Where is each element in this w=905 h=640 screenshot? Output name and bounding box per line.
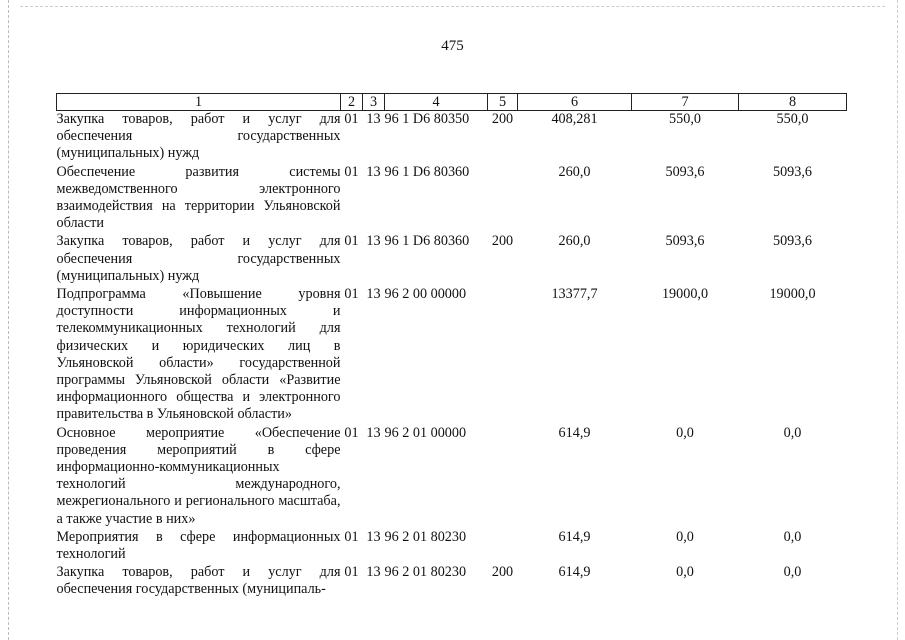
table-row (57, 286, 847, 425)
row-value-8: 19000,0 (769, 286, 816, 303)
row-rz: 01 (344, 111, 359, 127)
row-value-6: 614,9 (558, 424, 591, 441)
row-value-7: 0,0 (676, 424, 694, 441)
scan-edge-left (8, 0, 10, 640)
row-pr: 13 (366, 111, 381, 127)
row-value-7: 19000,0 (661, 286, 709, 303)
scan-edge-right (897, 0, 899, 640)
row-vr (488, 164, 518, 234)
header-col-5: 5 (488, 94, 518, 111)
row-csr: 96 2 01 80230 (384, 528, 467, 545)
row-pr: 13 (366, 163, 381, 180)
header-col-4: 4 (385, 94, 488, 111)
row-csr: 96 1 D6 80350 (384, 111, 470, 127)
row-value-8: 0,0 (783, 424, 802, 441)
budget-table (56, 93, 847, 600)
row-name: Закупка товаров, работ и услуг для обеспечения государственных (муниципаль- (56, 564, 341, 598)
row-vr (488, 425, 518, 529)
row-rz: 01 (344, 528, 359, 545)
row-vr (488, 529, 518, 564)
row-value-6: 408,281 (551, 111, 598, 127)
table-row (57, 564, 847, 599)
table-row (57, 233, 847, 286)
table-row (57, 164, 847, 234)
row-pr: 13 (366, 233, 381, 250)
row-value-8: 5093,6 (772, 233, 812, 250)
header-row (57, 94, 847, 111)
row-name: Подпрограмма «Повышение уровня доступности информационных и телекоммуникационных технологий для физических и юридических лиц в Ульяновской области» государственной программы Ульяновской области «Развитие информационного общества и электронного правительства в Ульяновской области» (56, 286, 341, 423)
table-row (57, 111, 847, 164)
row-value-8: 5093,6 (772, 163, 812, 180)
row-value-8: 0,0 (783, 528, 802, 545)
row-value-7: 0,0 (676, 564, 694, 581)
row-vr (488, 286, 518, 425)
row-vr: 200 (491, 233, 514, 250)
table-row (57, 425, 847, 529)
row-pr: 13 (366, 564, 381, 581)
row-value-7: 5093,6 (665, 233, 705, 250)
row-pr: 13 (366, 424, 381, 441)
header-col-3: 3 (363, 94, 385, 111)
row-vr: 200 (491, 564, 514, 581)
table-row (57, 529, 847, 564)
row-value-6: 614,9 (558, 564, 591, 581)
row-name: Обеспечение развития системы межведомственного электронного взаимодействия на территории Ульяновской области (56, 163, 341, 232)
header-col-8: 8 (739, 94, 847, 111)
row-name: Закупка товаров, работ и услуг для обеспечения государственных (муниципальных) нужд (56, 233, 341, 284)
row-rz: 01 (344, 163, 359, 180)
row-value-7: 550,0 (669, 111, 701, 127)
row-pr: 13 (366, 286, 381, 303)
row-csr: 96 2 01 00000 (384, 424, 467, 441)
row-rz: 01 (344, 424, 359, 441)
row-vr: 200 (491, 111, 514, 127)
row-rz: 01 (344, 564, 359, 581)
row-value-7: 5093,6 (665, 163, 705, 180)
row-name: Мероприятия в сфере информационных технологий (56, 528, 341, 563)
row-name: Основное мероприятие «Обеспечение проведения мероприятий в сфере информационно-коммуникационных технологий международного, межрегионального и регионального масштаба, а также участие в них» (56, 424, 341, 527)
row-value-8: 550,0 (776, 111, 809, 127)
row-csr: 96 1 D6 80360 (384, 233, 470, 250)
row-value-6: 260,0 (558, 163, 591, 180)
row-value-6: 13377,7 (551, 286, 598, 303)
row-value-7: 0,0 (676, 528, 694, 545)
page-number: 475 (441, 38, 464, 54)
scan-edge-top (20, 6, 885, 8)
row-rz: 01 (344, 286, 359, 303)
row-csr: 96 2 00 00000 (384, 286, 467, 303)
row-rz: 01 (344, 233, 359, 250)
header-col-2: 2 (341, 94, 363, 111)
header-col-6: 6 (518, 94, 632, 111)
row-value-6: 614,9 (558, 528, 591, 545)
row-name: Закупка товаров, работ и услуг для обеспечения государственных (муниципальных) нужд (56, 111, 341, 162)
header-col-7: 7 (632, 94, 739, 111)
row-value-8: 0,0 (783, 564, 802, 581)
row-csr: 96 2 01 80230 (384, 564, 467, 581)
row-csr: 96 1 D6 80360 (384, 163, 470, 180)
row-pr: 13 (366, 528, 381, 545)
header-col-1: 1 (57, 94, 341, 111)
row-value-6: 260,0 (558, 233, 591, 250)
